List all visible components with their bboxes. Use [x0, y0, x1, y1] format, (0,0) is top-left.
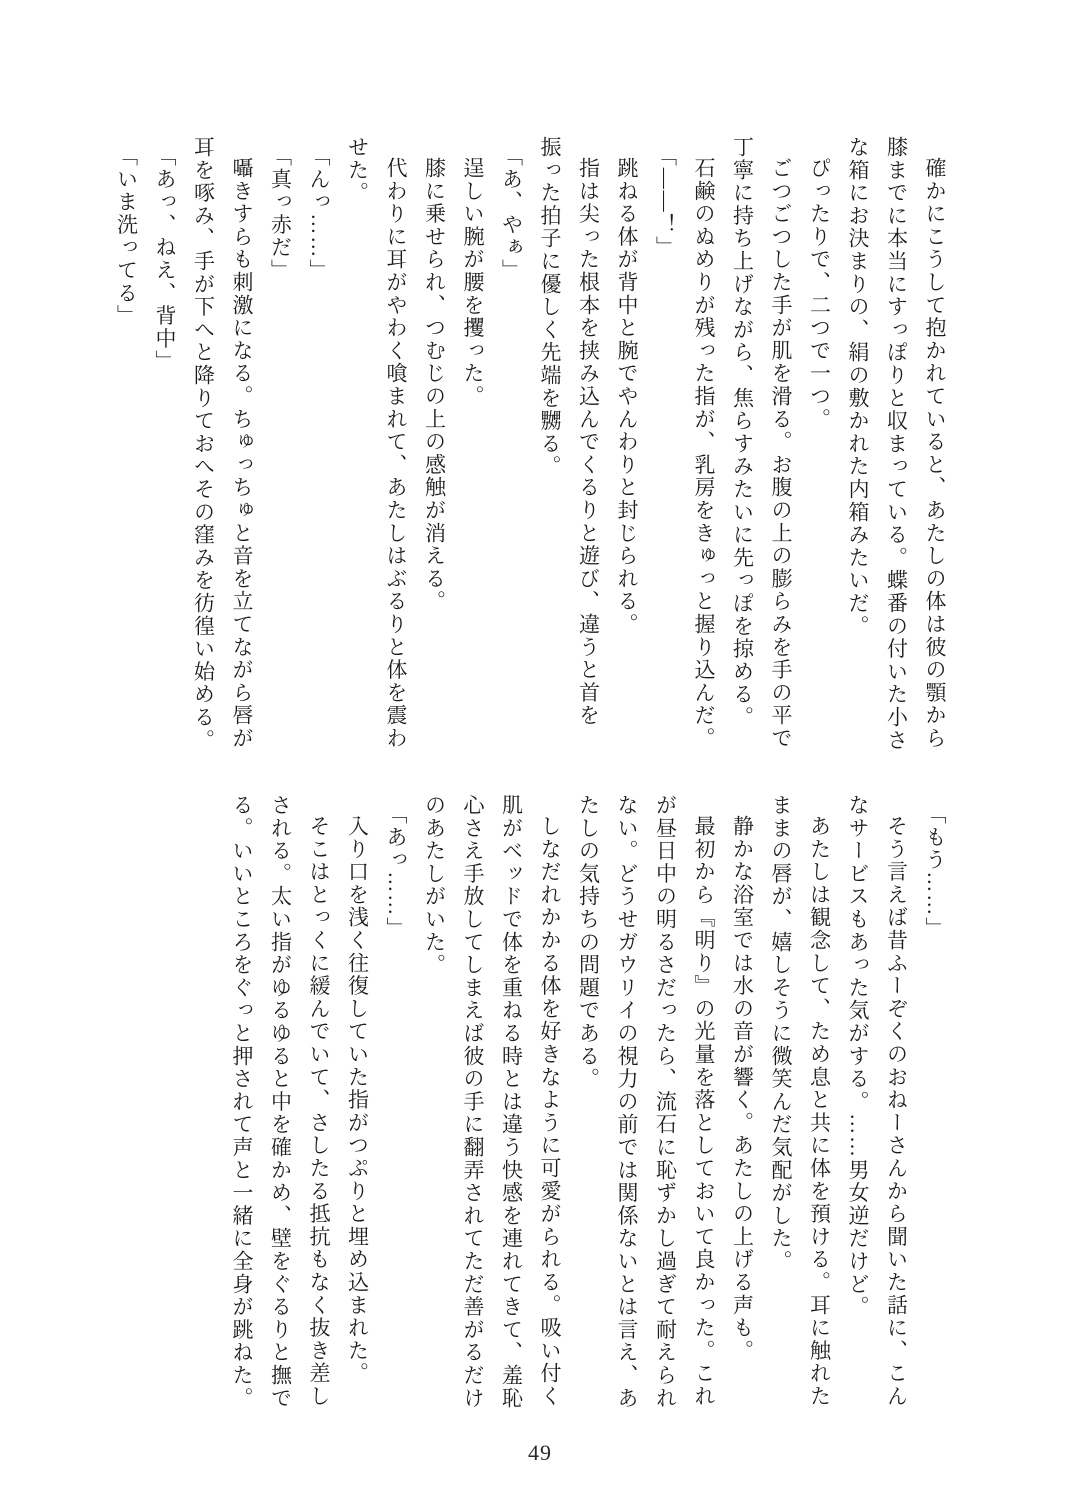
dialogue-line: 「あ、やぁ」 — [499, 145, 524, 283]
narration-paragraph: 石鹸のぬめりが残った指が、乳房をきゅっと握り込んだ。 — [692, 157, 716, 750]
text-block-top — [107, 136, 954, 758]
narration-paragraph: 確かにこうして抱かれていると、あたしの体は彼の顎から膝までに本当にすっぽりと収まっている。蝶番の付いた小さな箱にお決まりの、絹の敷かれた内箱みたいだ。 — [846, 136, 947, 752]
dialogue-line: 「いま洗ってる」 — [114, 145, 139, 328]
narration-paragraph: 入り口を浅く往復していた指がつぷりと埋め込まれた。 — [345, 815, 370, 1385]
dialogue-line: 「真っ赤だ」 — [268, 145, 293, 283]
dialogue-line: 「あっ……」 — [384, 803, 408, 941]
narration-paragraph: 囁きすらも刺激になる。ちゅっちゅと音を立てながら唇が耳を啄み、手が下へと降りておへその窪みを彷徨い始める。 — [191, 136, 254, 752]
dialogue-line: 「もう……」 — [923, 803, 947, 941]
narration-paragraph: 逞しい腕が腰を攫った。 — [461, 157, 485, 408]
dialogue-line: 「――！」 — [653, 145, 678, 260]
narration-paragraph: ぴったりで、二つで一つ。 — [807, 157, 832, 431]
narration-paragraph: 指は尖った根本を挟み込んでくるりと遊び、違うと首を振った拍子に優しく先端を嬲る。 — [538, 136, 601, 727]
dialogue-line: 「あっ、ねえ、背中」 — [153, 145, 177, 374]
narration-paragraph: 跳ねる体が背中と腕でやんわりと封じられる。 — [615, 157, 639, 636]
narration-paragraph: 静かな浴室では水の音が響く。あたしの上げる声も。 — [730, 815, 755, 1363]
narration-paragraph: そこはとっくに緩んでいて、さしたる抵抗もなく抜き差しされる。太い指がゆるゆると中を確かめ、壁をぐるりと撫でる。いいところをぐっと押されて声と一緒に全身が跳ねた。 — [230, 794, 331, 1410]
narration-paragraph: 代わりに耳がやわく喰まれて、あたしはぶるりと体を震わせた。 — [345, 136, 408, 750]
narration-paragraph: 膝に乗せられ、つむじの上の感触が消える。 — [422, 157, 447, 613]
narration-paragraph: ごつごつした手が肌を滑る。お腹の上の膨らみを手の平で丁寧に持ち上げながら、焦らすみたいに先っぽを掠める。 — [730, 136, 793, 750]
narration-paragraph: 最初から『明り』の光量を落としておいて良かった。これが昼日中の明るさだったら、流石に恥ずかし過ぎて耐えられない。どうせガウリイの視力の前では関係ないとは言え、あたしの気持ちの問題である。 — [576, 794, 716, 1410]
narration-paragraph: しなだれかかる体を好きなように可愛がられる。吸い付く肌がベッドで体を重ねる時とは違う快感を連れてきて、羞恥心さえ手放してしまえば彼の手に翻弄されてただ善がるだけのあたしがいた。 — [422, 794, 562, 1410]
text-block-bottom — [223, 794, 955, 1416]
narration-paragraph: あたしは観念して、ため息と共に体を預ける。耳に触れたままの唇が、嬉しそうに微笑んだ気配がした。 — [769, 794, 832, 1408]
page-number: 49 — [528, 1440, 552, 1465]
narration-paragraph: そう言えば昔ふーぞくのおねーさんから聞いた話に、こんなサービスもあった気がする。……男女逆だけど。 — [846, 794, 909, 1408]
dialogue-line: 「んっ……」 — [307, 145, 331, 283]
